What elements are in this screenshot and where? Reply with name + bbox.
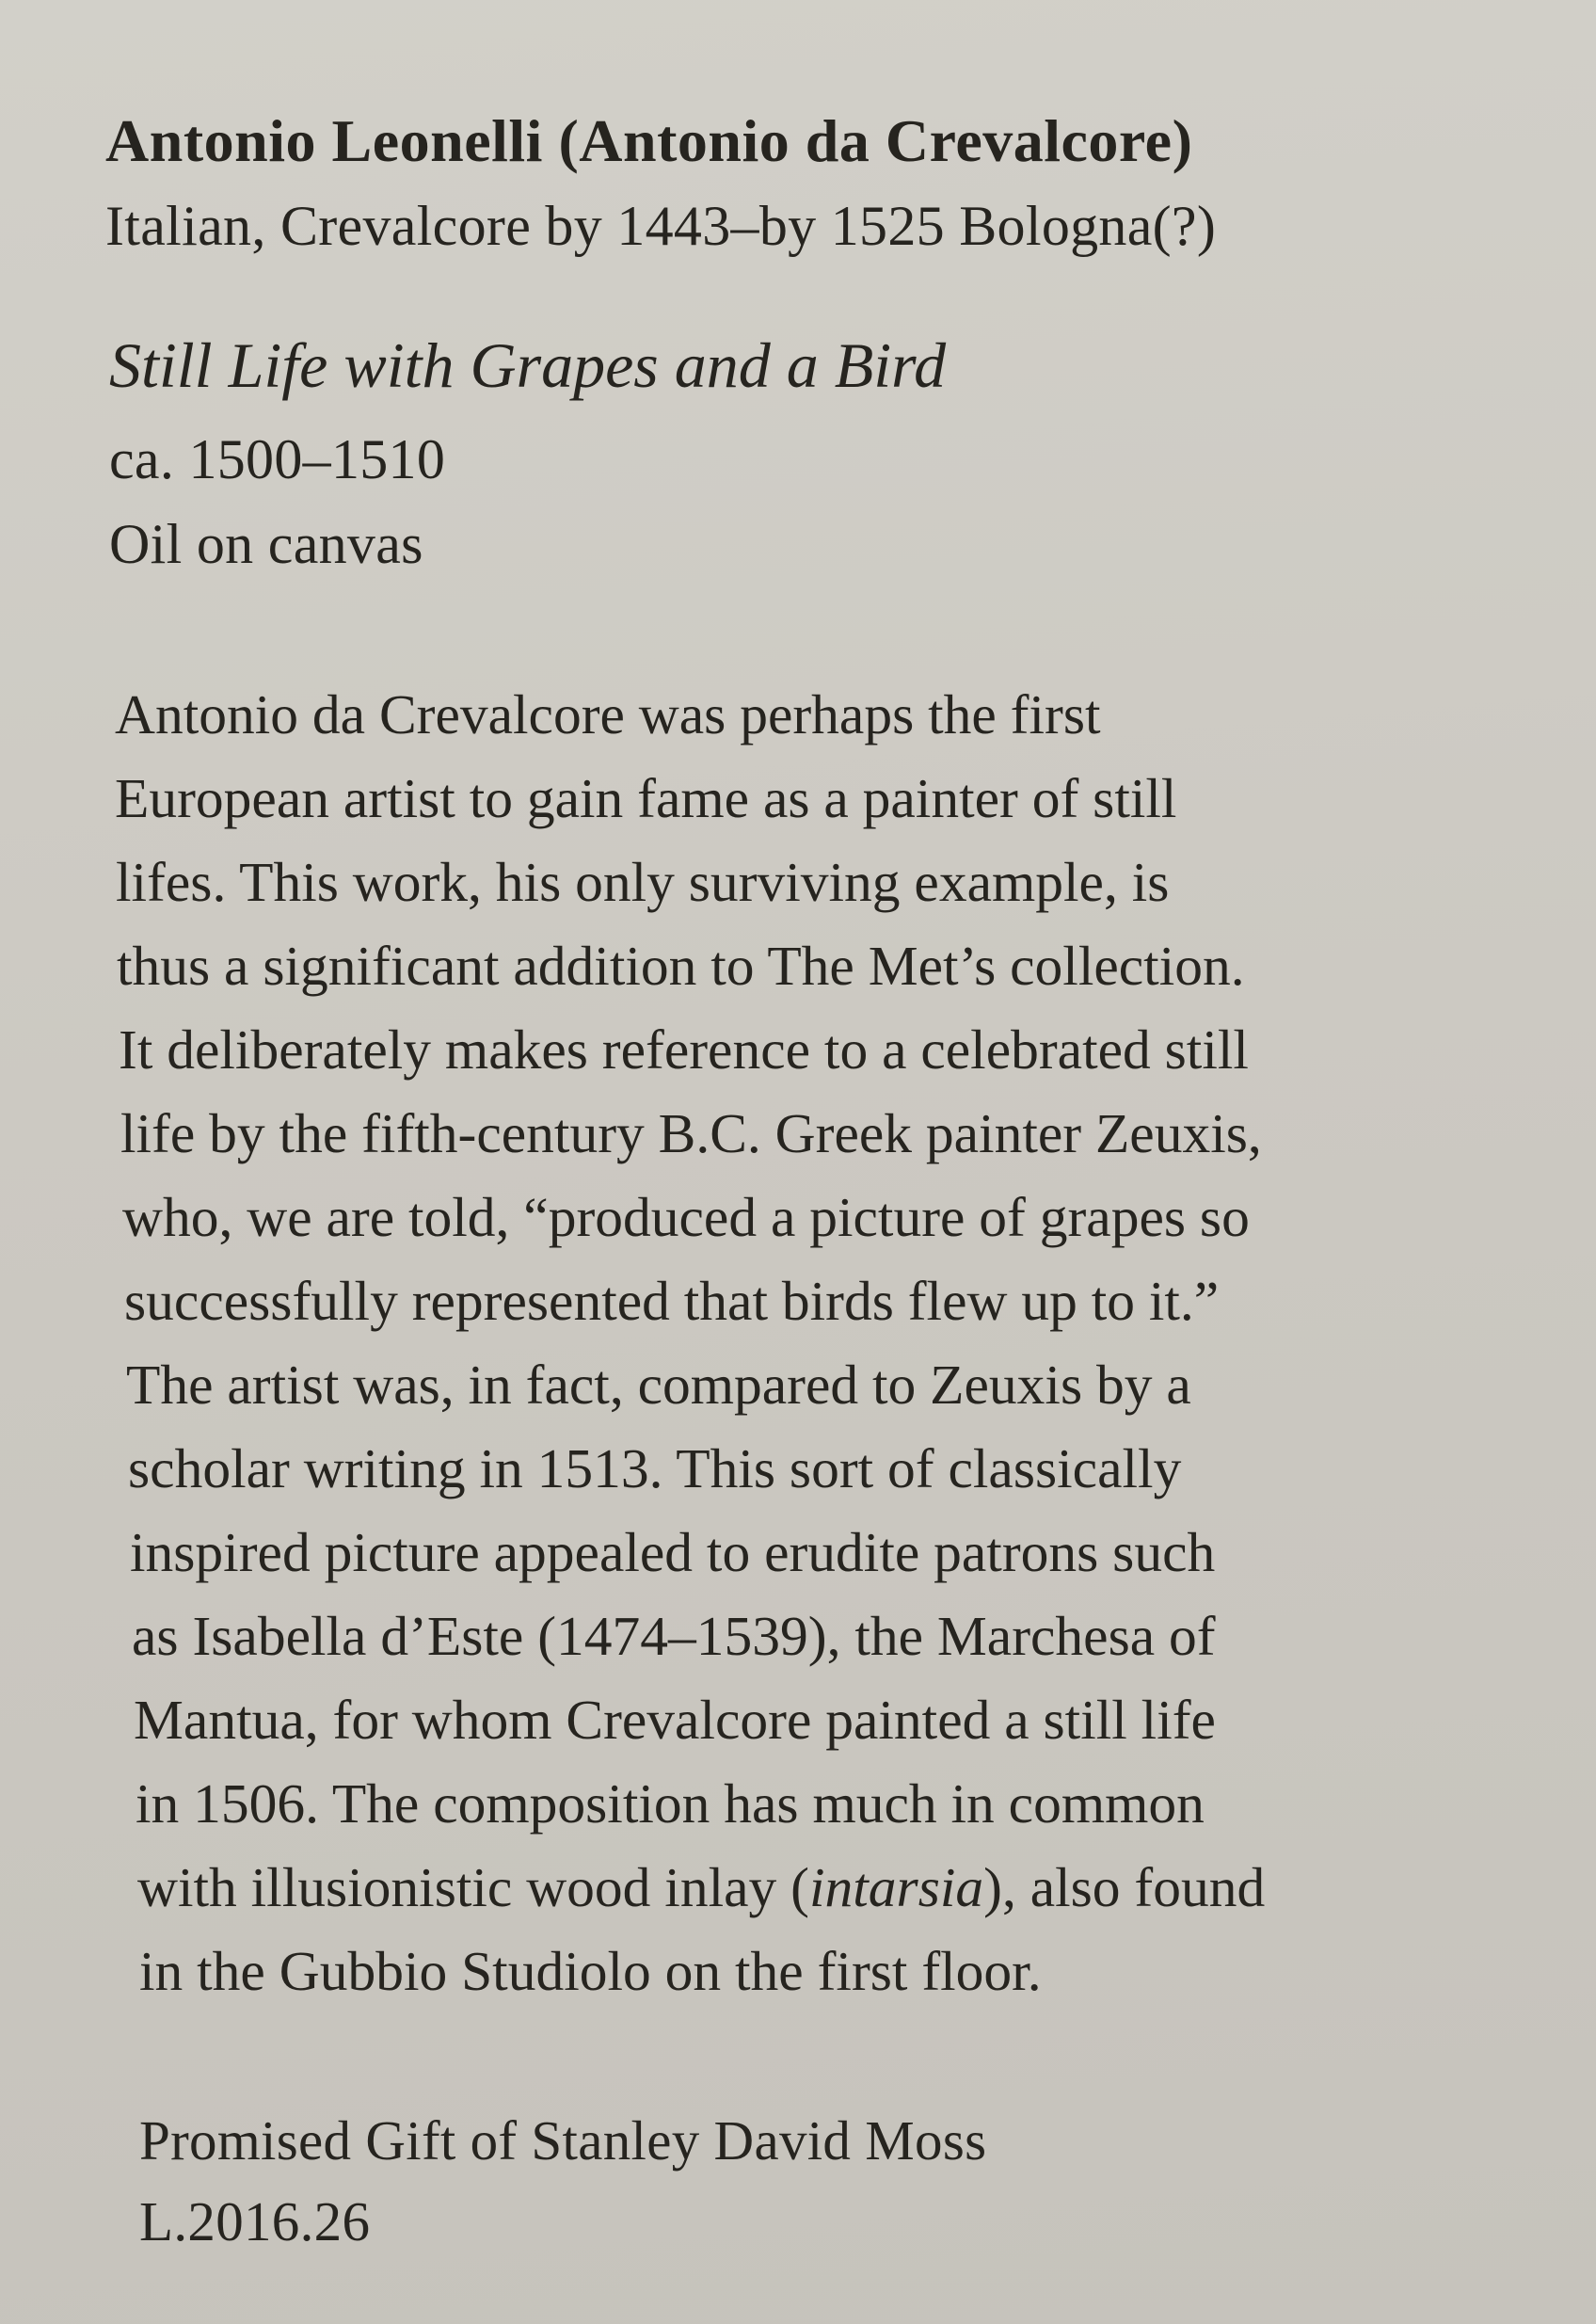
description-text: Greek painter Zeuxis, (760, 1102, 1262, 1165)
description-line (113, 1092, 1468, 1176)
artist-name: Antonio Leonelli (Antonio da Crevalcore) (105, 107, 1193, 174)
artwork-title: Still Life with Grapes and a Bird (109, 329, 947, 401)
description-line: inspired picture appealed to erudite patrons such (130, 1521, 1216, 1584)
description-line: scholar writing in 1513. This sort of classically (128, 1437, 1182, 1500)
description-line: in 1506. The composition has much in common (136, 1772, 1205, 1835)
accession-number: L.2016.26 (139, 2189, 371, 2252)
description-line: thus a significant addition to The Met’s collection. (117, 935, 1245, 998)
italic-term: intarsia (808, 1856, 984, 1919)
description-line: The artist was, in fact, compared to Zeuxis by a (126, 1354, 1191, 1417)
artwork-description (113, 673, 1468, 2013)
artwork-date: ca. 1500–1510 (109, 428, 446, 491)
description-line: as Isabella d’Este (1474–1539), the Marchesa of (132, 1605, 1216, 1668)
description-text: ), also found (983, 1856, 1266, 1919)
description-line: in the Gubbio Studiolo on the first floor. (139, 1940, 1042, 2003)
description-line: who, we are told, “produced a picture of grapes so (122, 1186, 1250, 1249)
credit-block (139, 2101, 986, 2262)
artwork-medium: Oil on canvas (109, 513, 423, 576)
description-line (113, 1846, 1468, 1930)
artist-nationality-dates: Italian, Crevalcore by 1443–by 1525 Bologna(?) (105, 194, 1217, 257)
description-line: European artist to gain fame as a painter of still (115, 767, 1177, 830)
description-line: It deliberately makes reference to a celebrated still (119, 1018, 1249, 1082)
description-text: life by the fifth-century (120, 1102, 659, 1165)
description-text: with illusionistic wood inlay ( (137, 1856, 809, 1919)
description-line: Mantua, for whom Crevalcore painted a still life (134, 1689, 1216, 1752)
label-text-block (105, 105, 1498, 2013)
description-line: lifes. This work, his only surviving example, is (116, 851, 1170, 914)
description-line: Antonio da Crevalcore was perhaps the first (115, 683, 1101, 746)
credit-line: Promised Gift of Stanley David Moss (139, 2109, 987, 2172)
description-line: successfully represented that birds flew up to it.” (124, 1270, 1220, 1333)
era-abbreviation: B.C. (658, 1102, 761, 1165)
